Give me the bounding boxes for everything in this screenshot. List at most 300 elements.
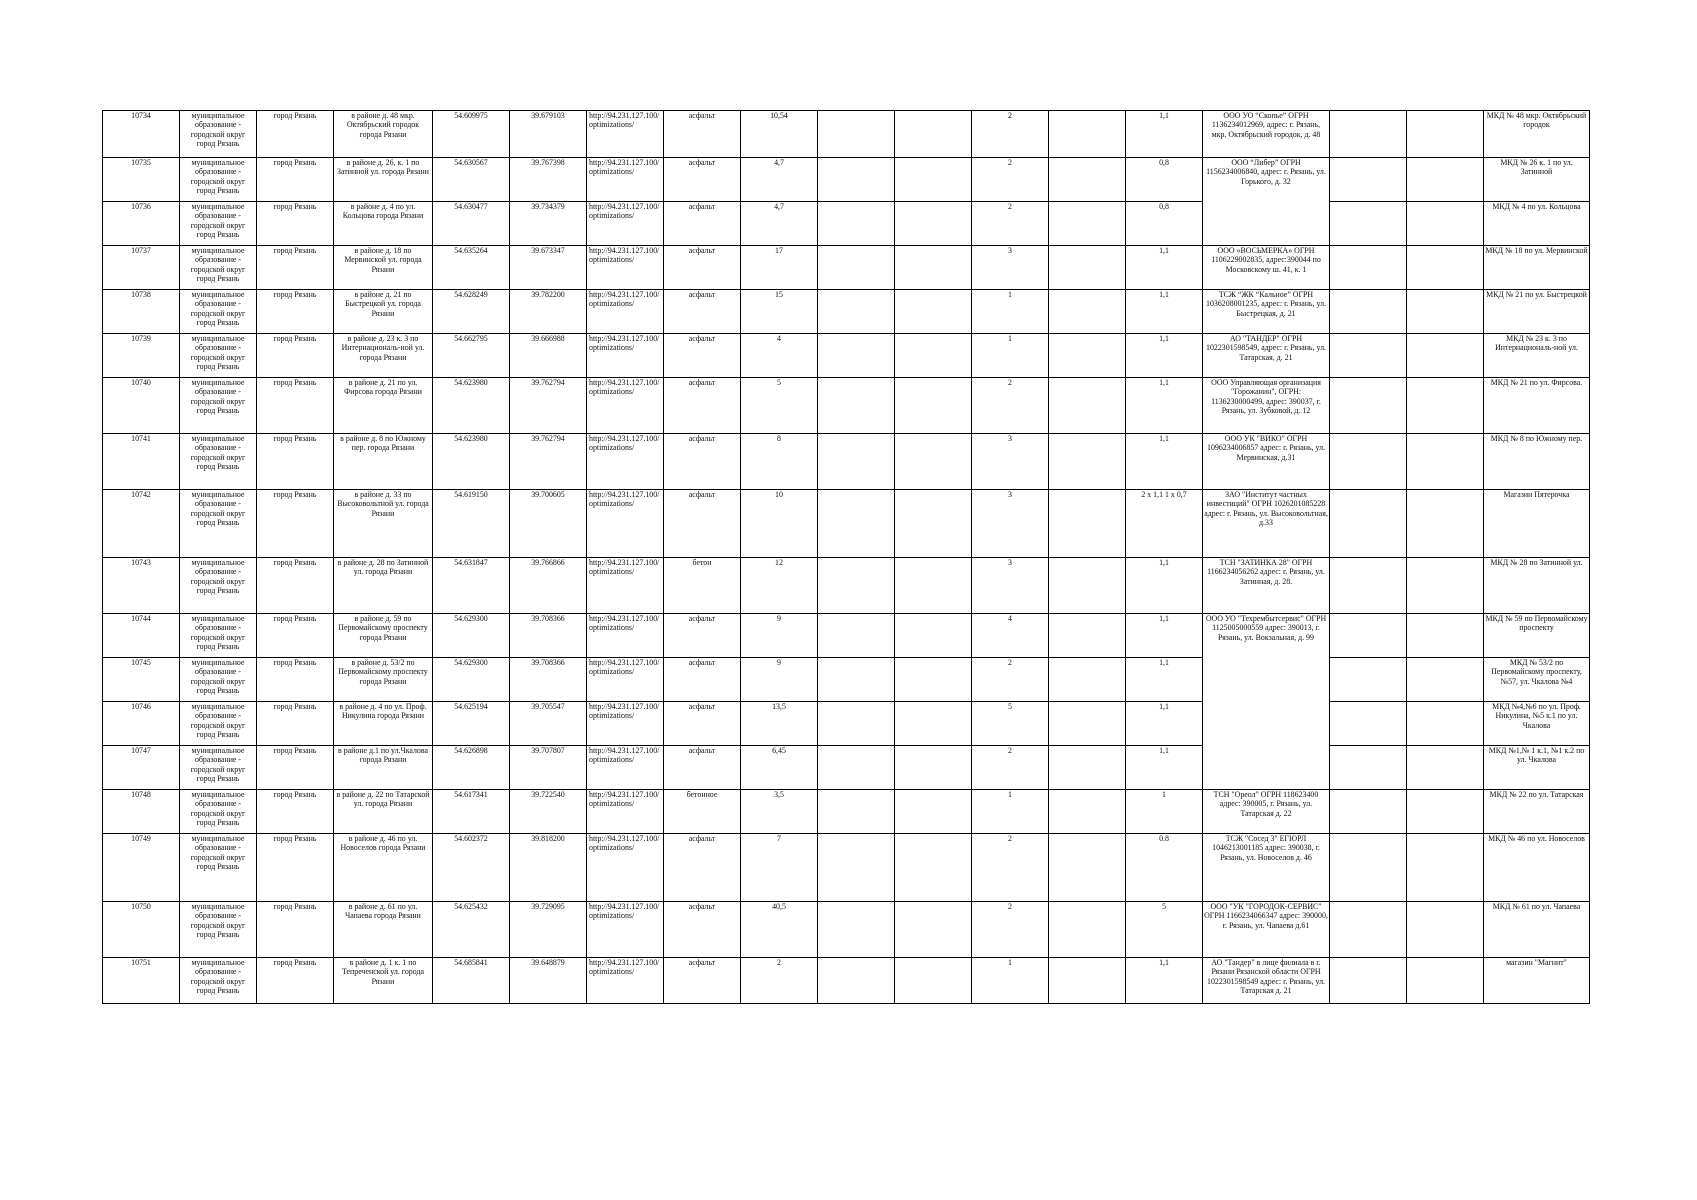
cell-id: 10750 (103, 902, 180, 958)
table-row (103, 658, 1590, 702)
cell-settlement: город Рязань (257, 290, 334, 334)
table-row (103, 790, 1590, 834)
cell-object: МКД № 46 по ул. Новоселов (1484, 834, 1590, 902)
table-row (103, 702, 1590, 746)
cell-area: 8 (741, 434, 818, 490)
cell-longitude: 39.762794 (510, 378, 587, 434)
cell-empty (1049, 490, 1126, 558)
cell-address: в районе д. 26, к. 1 по Затинной ул. города Рязани (334, 158, 433, 202)
cell-area: 9 (741, 658, 818, 702)
cell-surface: асфальт (664, 158, 741, 202)
table-row (103, 746, 1590, 790)
cell-surface: асфальт (664, 111, 741, 158)
cell-area: 4,7 (741, 158, 818, 202)
cell-empty (1407, 614, 1484, 658)
cell-empty (1407, 902, 1484, 958)
cell-settlement: город Рязань (257, 702, 334, 746)
cell-container-volume: 1,1 (1126, 434, 1203, 490)
cell-empty (895, 614, 972, 658)
cell-settlement: город Рязань (257, 790, 334, 834)
cell-longitude: 39.782200 (510, 290, 587, 334)
table-row (103, 958, 1590, 1004)
cell-latitude: 54.635264 (433, 246, 510, 290)
cell-id: 10747 (103, 746, 180, 790)
cell-longitude: 39.705547 (510, 702, 587, 746)
cell-empty (1407, 558, 1484, 614)
cell-id: 10748 (103, 790, 180, 834)
cell-id: 10751 (103, 958, 180, 1004)
cell-empty (1407, 790, 1484, 834)
cell-longitude: 39.673347 (510, 246, 587, 290)
cell-address: в районе д. 59 по Первомайскому проспекту города Рязани (334, 614, 433, 658)
cell-empty (895, 834, 972, 902)
cell-address: в районе д. 23 к. 3 по Интернациональ-ной ул. города Рязани (334, 334, 433, 378)
cell-container-count: 1 (972, 334, 1049, 378)
cell-area: 10,54 (741, 111, 818, 158)
table-row (103, 334, 1590, 378)
cell-owner: ООО УО “Скопье” ОГРН 1136234012969, адрес: г. Рязань, мкр. Октябрьский городок, д. 48 (1203, 111, 1330, 158)
cell-empty (1049, 158, 1126, 202)
cell-id: 10742 (103, 490, 180, 558)
cell-id: 10746 (103, 702, 180, 746)
cell-municipality: муниципальное образование - городской округ город Рязань (180, 790, 257, 834)
cell-object: МКД № 59 по Первомайскому проспекту (1484, 614, 1590, 658)
cell-empty (895, 158, 972, 202)
cell-container-count: 2 (972, 658, 1049, 702)
cell-area: 7 (741, 834, 818, 902)
cell-empty (1049, 290, 1126, 334)
cell-latitude: 54.623980 (433, 378, 510, 434)
cell-container-count: 2 (972, 378, 1049, 434)
cell-map-url[interactable]: http://94.231.127.100/optimizations/ (587, 434, 664, 490)
cell-municipality: муниципальное образование - городской округ город Рязань (180, 702, 257, 746)
cell-empty (1330, 746, 1407, 790)
cell-surface: бетон (664, 558, 741, 614)
cell-empty (1407, 834, 1484, 902)
cell-map-url[interactable]: http://94.231.127.100/optimizations/ (587, 790, 664, 834)
cell-owner: ООО "УК "ГОРОДОК-СЕРВИС" ОГРН 1166234066347 адрес: 390000, г. Рязань, ул. Чапаева д.61 (1203, 902, 1330, 958)
cell-address: в районе д. 4 по ул. Кольцова города Рязани (334, 202, 433, 246)
cell-latitude: 54.662795 (433, 334, 510, 378)
cell-container-count: 2 (972, 158, 1049, 202)
cell-container-count: 1 (972, 958, 1049, 1004)
cell-surface: асфальт (664, 334, 741, 378)
cell-empty (1330, 902, 1407, 958)
cell-surface: асфальт (664, 290, 741, 334)
cell-empty (895, 558, 972, 614)
cell-address: в районе д. 18 по Мервинской ул. города Рязани (334, 246, 433, 290)
table-row (103, 378, 1590, 434)
cell-empty (1049, 834, 1126, 902)
cell-longitude: 39.679103 (510, 111, 587, 158)
cell-empty (1407, 434, 1484, 490)
cell-owner: ООО «ВОСЬМЕРКА» ОГРН 1106229002835, адрес:390044 по Московскому ш. 41, к. 1 (1203, 246, 1330, 290)
cell-container-count: 3 (972, 558, 1049, 614)
table-row (103, 111, 1590, 158)
cell-empty (818, 290, 895, 334)
cell-object: МКД № 8 по Южному пер. (1484, 434, 1590, 490)
cell-object: МКД № 26 к. 1 по ул. Затинной (1484, 158, 1590, 202)
cell-empty (895, 434, 972, 490)
cell-empty (818, 490, 895, 558)
cell-latitude: 54.628249 (433, 290, 510, 334)
cell-address: в районе д. 1 к. 1 по Тепреченской ул. города Рязани (334, 958, 433, 1004)
cell-owner: АО "ТАНДЕР" ОГРН 1022301598549, адрес: г. Рязань, ул. Татарская, д. 21 (1203, 334, 1330, 378)
cell-area: 5 (741, 378, 818, 434)
cell-municipality: муниципальное образование - городской округ город Рязань (180, 958, 257, 1004)
cell-area: 12 (741, 558, 818, 614)
table-row (103, 434, 1590, 490)
cell-empty (818, 334, 895, 378)
cell-id: 10745 (103, 658, 180, 702)
cell-empty (1049, 246, 1126, 290)
cell-empty (1049, 614, 1126, 658)
cell-container-volume: 1,1 (1126, 746, 1203, 790)
cell-municipality: муниципальное образование - городской округ город Рязань (180, 158, 257, 202)
cell-empty (1330, 246, 1407, 290)
cell-address: в районе д.1 по ул.Чкалова города Рязани (334, 746, 433, 790)
cell-container-volume: 1,1 (1126, 958, 1203, 1004)
cell-empty (818, 958, 895, 1004)
cell-container-volume: 0,8 (1126, 202, 1203, 246)
cell-empty (818, 902, 895, 958)
cell-latitude: 54.602372 (433, 834, 510, 902)
cell-empty (1049, 334, 1126, 378)
cell-municipality: муниципальное образование - городской округ город Рязань (180, 558, 257, 614)
cell-empty (895, 378, 972, 434)
cell-empty (1407, 746, 1484, 790)
cell-municipality: муниципальное образование - городской округ город Рязань (180, 434, 257, 490)
cell-latitude: 54.626898 (433, 746, 510, 790)
cell-municipality: муниципальное образование - городской округ город Рязань (180, 334, 257, 378)
cell-area: 6,45 (741, 746, 818, 790)
cell-empty (1049, 958, 1126, 1004)
cell-empty (895, 658, 972, 702)
cell-surface: асфальт (664, 902, 741, 958)
cell-container-volume: 1,1 (1126, 334, 1203, 378)
cell-empty (1330, 658, 1407, 702)
cell-latitude: 54.629300 (433, 658, 510, 702)
cell-container-count: 2 (972, 202, 1049, 246)
cell-settlement: город Рязань (257, 490, 334, 558)
table-row (103, 158, 1590, 202)
cell-container-count: 3 (972, 434, 1049, 490)
cell-empty (1049, 790, 1126, 834)
cell-address: в районе д. 21 по ул. Фирсова города Рязани (334, 378, 433, 434)
cell-municipality: муниципальное образование - городской округ город Рязань (180, 614, 257, 658)
cell-municipality: муниципальное образование - городской округ город Рязань (180, 902, 257, 958)
cell-container-count: 1 (972, 790, 1049, 834)
cell-longitude: 39.708366 (510, 658, 587, 702)
cell-container-volume: 0.8 (1126, 834, 1203, 902)
cell-empty (1407, 111, 1484, 158)
cell-settlement: город Рязань (257, 158, 334, 202)
cell-container-volume: 1,1 (1126, 290, 1203, 334)
cell-empty (1330, 790, 1407, 834)
table-row (103, 490, 1590, 558)
cell-owner: ООО Управляющая организация "Горожанин", ОГРН: 1136230000499, адрес: 390037, г. Рязань, ул. Зубковой, д. 12 (1203, 378, 1330, 434)
cell-municipality: муниципальное образование - городской округ город Рязань (180, 658, 257, 702)
cell-settlement: город Рязань (257, 558, 334, 614)
cell-empty (818, 558, 895, 614)
cell-map-url[interactable]: http://94.231.127.100/optimizations/ (587, 614, 664, 658)
cell-container-volume: 1,1 (1126, 111, 1203, 158)
cell-map-url[interactable]: http://94.231.127.100/optimizations/ (587, 902, 664, 958)
cell-empty (1407, 490, 1484, 558)
cell-surface: асфальт (664, 434, 741, 490)
cell-area: 3,5 (741, 790, 818, 834)
cell-longitude: 39.762794 (510, 434, 587, 490)
cell-owner: ООО УО "Техрембытсервис" ОГРН 1125005000559 адрес: 390013, г. Рязань, ул. Вокзальная, д. 99 (1203, 614, 1330, 790)
cell-latitude: 54.609975 (433, 111, 510, 158)
cell-map-url[interactable]: http://94.231.127.100/optimizations/ (587, 702, 664, 746)
cell-municipality: муниципальное образование - городской округ город Рязань (180, 490, 257, 558)
table-row (103, 902, 1590, 958)
cell-surface: бетонное (664, 790, 741, 834)
cell-container-count: 3 (972, 490, 1049, 558)
cell-empty (818, 202, 895, 246)
table-row (103, 558, 1590, 614)
cell-empty (1330, 434, 1407, 490)
cell-area: 4,7 (741, 202, 818, 246)
cell-address: в районе д. 22 по Татарской ул. города Рязани (334, 790, 433, 834)
cell-latitude: 54.617341 (433, 790, 510, 834)
cell-empty (818, 614, 895, 658)
cell-id: 10734 (103, 111, 180, 158)
cell-container-count: 4 (972, 614, 1049, 658)
cell-latitude: 54.623980 (433, 434, 510, 490)
cell-empty (1330, 378, 1407, 434)
cell-surface: асфальт (664, 246, 741, 290)
cell-longitude: 39.700605 (510, 490, 587, 558)
cell-surface: асфальт (664, 614, 741, 658)
cell-settlement: город Рязань (257, 658, 334, 702)
cell-latitude: 54.630477 (433, 202, 510, 246)
cell-settlement: город Рязань (257, 614, 334, 658)
cell-longitude: 39.666988 (510, 334, 587, 378)
cell-area: 17 (741, 246, 818, 290)
cell-empty (1330, 958, 1407, 1004)
cell-settlement: город Рязань (257, 202, 334, 246)
cell-address: в районе д. 61 по ул. Чапаева города Рязани (334, 902, 433, 958)
cell-settlement: город Рязань (257, 958, 334, 1004)
cell-settlement: город Рязань (257, 378, 334, 434)
cell-map-url[interactable]: http://94.231.127.100/optimizations/ (587, 378, 664, 434)
cell-map-url[interactable]: http://94.231.127.100/optimizations/ (587, 834, 664, 902)
cell-container-volume: 1,1 (1126, 246, 1203, 290)
cell-longitude: 39.818200 (510, 834, 587, 902)
cell-area: 15 (741, 290, 818, 334)
cell-empty (1049, 658, 1126, 702)
cell-surface: асфальт (664, 658, 741, 702)
cell-latitude: 54.619150 (433, 490, 510, 558)
cell-surface: асфальт (664, 702, 741, 746)
cell-address: в районе д. 8 по Южному пер. города Рязани (334, 434, 433, 490)
cell-longitude: 39.707807 (510, 746, 587, 790)
cell-empty (895, 702, 972, 746)
table-row (103, 614, 1590, 658)
cell-object: МКД № 53/2 по Первомайскому проспекту, №57, ул. Чкалова №4 (1484, 658, 1590, 702)
cell-municipality: муниципальное образование - городской округ город Рязань (180, 290, 257, 334)
cell-owner: ООО УК "ВИКО" ОГРН 1096234006857 адрес: г. Рязань, ул. Мервинская, д.31 (1203, 434, 1330, 490)
cell-empty (818, 111, 895, 158)
cell-id: 10743 (103, 558, 180, 614)
cell-address: в районе д. 46 по ул. Новоселов города Рязани (334, 834, 433, 902)
cell-map-url[interactable]: http://94.231.127.100/optimizations/ (587, 658, 664, 702)
cell-object: МКД № 4 по ул. Кольцова (1484, 202, 1590, 246)
cell-empty (1049, 702, 1126, 746)
cell-empty (1330, 111, 1407, 158)
cell-empty (1049, 902, 1126, 958)
cell-map-url[interactable]: http://94.231.127.100/optimizations/ (587, 111, 664, 158)
cell-longitude: 39.767398 (510, 158, 587, 202)
cell-container-volume: 5 (1126, 902, 1203, 958)
cell-empty (1407, 958, 1484, 1004)
cell-container-volume: 1,1 (1126, 614, 1203, 658)
cell-object: МКД № 21 по ул. Быстрецкой (1484, 290, 1590, 334)
cell-empty (1330, 290, 1407, 334)
cell-map-url[interactable]: http://94.231.127.100/optimizations/ (587, 202, 664, 246)
cell-empty (895, 111, 972, 158)
cell-municipality: муниципальное образование - городской округ город Рязань (180, 202, 257, 246)
cell-latitude: 54.630567 (433, 158, 510, 202)
cell-object: МКД № 18 по ул. Мервинской (1484, 246, 1590, 290)
cell-id: 10739 (103, 334, 180, 378)
cell-area: 4 (741, 334, 818, 378)
cell-empty (1407, 702, 1484, 746)
cell-owner: ЗАО "Институт частных инвестиций" ОГРН 1026201085228 адрес: г. Рязань, ул. Высоковольтная, д.33 (1203, 490, 1330, 558)
cell-empty (818, 658, 895, 702)
cell-map-url[interactable]: http://94.231.127.100/optimizations/ (587, 958, 664, 1004)
cell-object: МКД № 23 к. 3 по Интернациональ-ной ул. (1484, 334, 1590, 378)
cell-latitude: 54.629300 (433, 614, 510, 658)
cell-object: МКД № 48 мкр. Октябрьский городок (1484, 111, 1590, 158)
cell-empty (818, 790, 895, 834)
cell-empty (818, 378, 895, 434)
cell-object: МКД №1,№ 1 к.1, №1 к.2 по ул. Чкалова (1484, 746, 1590, 790)
cell-owner: ТСЖ “ЖК “Кальное” ОГРН 1036208001235, адрес: г. Рязань, ул. Быстрецкая, д. 21 (1203, 290, 1330, 334)
table-row (103, 246, 1590, 290)
table-row (103, 290, 1590, 334)
cell-map-url[interactable]: http://94.231.127.100/optimizations/ (587, 334, 664, 378)
cell-empty (1049, 434, 1126, 490)
cell-map-url[interactable]: http://94.231.127.100/optimizations/ (587, 490, 664, 558)
cell-latitude: 54.625194 (433, 702, 510, 746)
cell-municipality: муниципальное образование - городской округ город Рязань (180, 378, 257, 434)
cell-container-volume: 1,1 (1126, 558, 1203, 614)
cell-map-url[interactable]: http://94.231.127.100/optimizations/ (587, 290, 664, 334)
cell-empty (1330, 202, 1407, 246)
table-row (103, 202, 1590, 246)
cell-id: 10738 (103, 290, 180, 334)
cell-address: в районе д. 28 по Затинной ул. города Рязани (334, 558, 433, 614)
cell-municipality: муниципальное образование - городской округ город Рязань (180, 111, 257, 158)
cell-id: 10736 (103, 202, 180, 246)
cell-empty (1407, 158, 1484, 202)
cell-map-url[interactable]: http://94.231.127.100/optimizations/ (587, 158, 664, 202)
cell-container-count: 2 (972, 746, 1049, 790)
cell-empty (1407, 202, 1484, 246)
table-row (103, 834, 1590, 902)
cell-container-volume: 0,8 (1126, 158, 1203, 202)
registry-body (103, 111, 1590, 1004)
cell-empty (895, 958, 972, 1004)
cell-object: МКД № 21 по ул. Фирсова. (1484, 378, 1590, 434)
cell-empty (818, 246, 895, 290)
cell-object: Магазин Пятерочка (1484, 490, 1590, 558)
cell-settlement: город Рязань (257, 111, 334, 158)
cell-container-volume: 1,1 (1126, 378, 1203, 434)
cell-container-count: 2 (972, 834, 1049, 902)
cell-id: 10740 (103, 378, 180, 434)
cell-area: 2 (741, 958, 818, 1004)
cell-longitude: 39.722540 (510, 790, 587, 834)
cell-surface: асфальт (664, 490, 741, 558)
cell-empty (1407, 290, 1484, 334)
cell-empty (1049, 378, 1126, 434)
cell-municipality: муниципальное образование - городской округ город Рязань (180, 246, 257, 290)
cell-empty (818, 702, 895, 746)
cell-empty (1330, 334, 1407, 378)
cell-municipality: муниципальное образование - городской округ город Рязань (180, 746, 257, 790)
cell-empty (895, 290, 972, 334)
cell-empty (1330, 158, 1407, 202)
cell-container-count: 2 (972, 902, 1049, 958)
cell-surface: асфальт (664, 958, 741, 1004)
cell-settlement: город Рязань (257, 246, 334, 290)
cell-empty (895, 202, 972, 246)
cell-latitude: 54.625432 (433, 902, 510, 958)
cell-map-url[interactable]: http://94.231.127.100/optimizations/ (587, 246, 664, 290)
cell-empty (895, 490, 972, 558)
cell-empty (1049, 111, 1126, 158)
cell-latitude: 54.631847 (433, 558, 510, 614)
cell-empty (895, 246, 972, 290)
cell-map-url[interactable]: http://94.231.127.100/optimizations/ (587, 558, 664, 614)
cell-address: в районе д. 48 мкр. Октябрьский городок города Рязани (334, 111, 433, 158)
cell-container-volume: 1 (1126, 790, 1203, 834)
cell-empty (818, 434, 895, 490)
cell-area: 13,5 (741, 702, 818, 746)
cell-map-url[interactable]: http://94.231.127.100/optimizations/ (587, 746, 664, 790)
cell-id: 10749 (103, 834, 180, 902)
cell-owner: ТСН "ЗАТИНКА 28" ОГРН 1166234056262 адрес: г. Рязань, ул. Затинная, д. 28. (1203, 558, 1330, 614)
cell-container-count: 2 (972, 111, 1049, 158)
cell-empty (818, 158, 895, 202)
cell-owner: АО "Тандер" в лице филиала в г. Рязани Рязанской области ОГРН 1022301598549 адрес: г. Рязань, ул. Татарская д. 21 (1203, 958, 1330, 1004)
cell-surface: асфальт (664, 834, 741, 902)
cell-container-volume: 1,1 (1126, 658, 1203, 702)
cell-address: в районе д. 53/2 по Первомайскому проспекту города Рязани (334, 658, 433, 702)
cell-empty (1330, 834, 1407, 902)
cell-empty (895, 746, 972, 790)
cell-object: МКД № 28 по Затинной ул. (1484, 558, 1590, 614)
cell-latitude: 54.685841 (433, 958, 510, 1004)
cell-empty (1049, 558, 1126, 614)
cell-longitude: 39.766866 (510, 558, 587, 614)
cell-surface: асфальт (664, 378, 741, 434)
cell-object: МКД №4,№6 по ул. Проф. Никулина, №5 к.1 по ул. Чкалова (1484, 702, 1590, 746)
cell-container-volume: 1,1 (1126, 702, 1203, 746)
cell-container-count: 3 (972, 246, 1049, 290)
cell-empty (1330, 558, 1407, 614)
cell-empty (895, 902, 972, 958)
cell-area: 40,5 (741, 902, 818, 958)
cell-empty (1330, 614, 1407, 658)
cell-empty (1049, 746, 1126, 790)
cell-settlement: город Рязань (257, 746, 334, 790)
cell-object: МКД № 61 по ул. Чапаева (1484, 902, 1590, 958)
